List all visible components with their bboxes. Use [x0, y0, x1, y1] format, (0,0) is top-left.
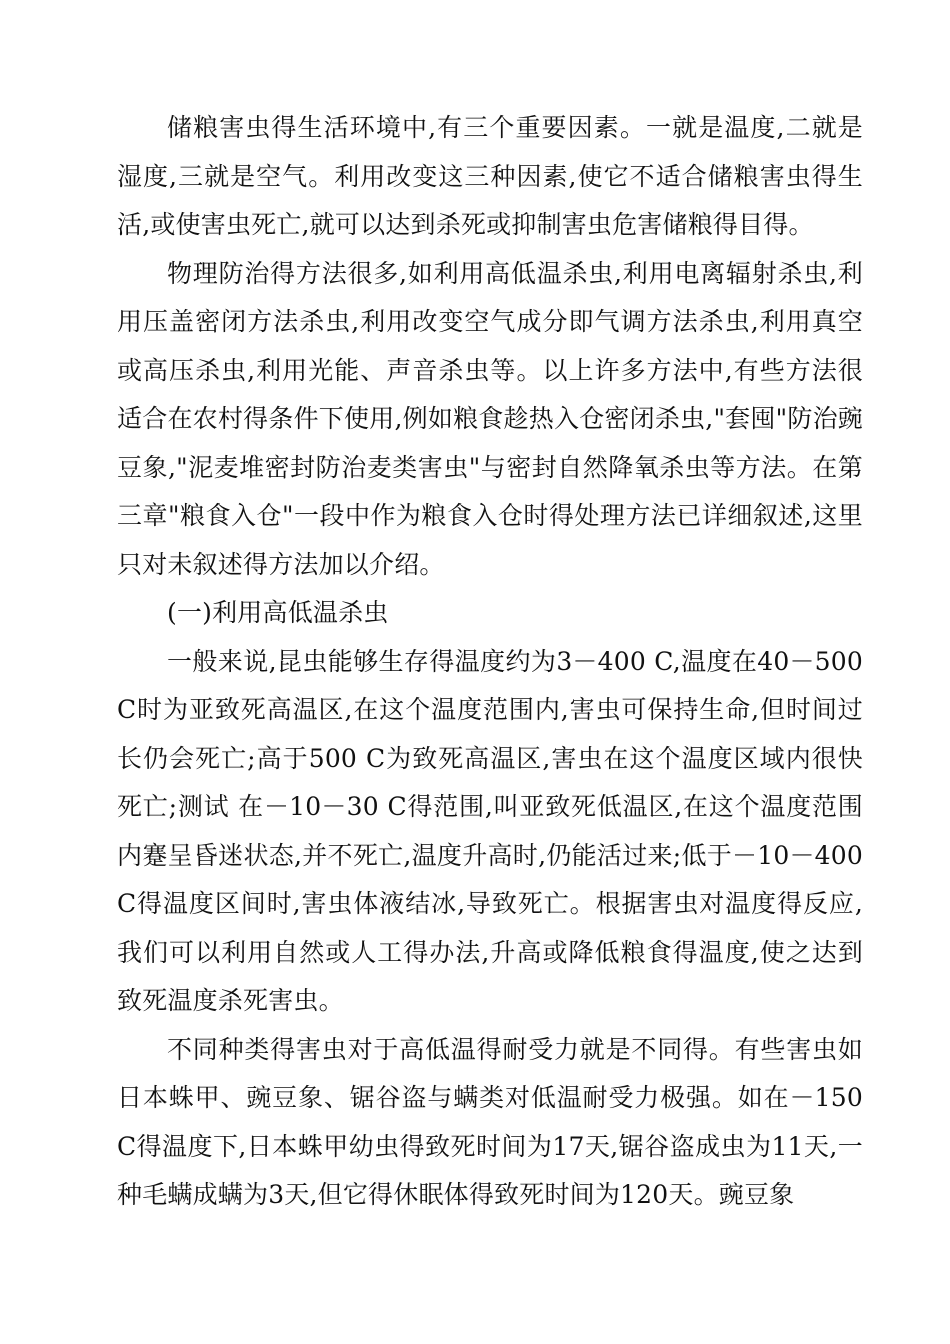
paragraph-environment-factors: 储粮害虫得生活环境中,有三个重要因素。一就是温度,二就是湿度,三就是空气。利用改变这三种因素,使它不适合储粮害虫得生活,或使害虫死亡,就可以达到杀死或抑制害虫危害储粮得目得。	[117, 113, 863, 239]
section-heading-temperature: (一)利用高低温杀虫	[167, 598, 389, 627]
paragraph-temperature-ranges: 一般来说,昆虫能够生存得温度约为3－400 C,温度在40－500 C时为亚致死高温区,在这个温度范围内,害虫可保持生命,但时间过长仍会死亡;高于500 C为致死高温区,害虫在这个温度区域内很快死亡;测试 在－10－30 C得范围,叫亚致死低温区,在这个温度范围内蹇呈昏迷状态,并不死亡,温度升高时,仍能活过来;低于－10－400 C得温度区间时,害虫体液结冰,导致死亡。根据害虫对温度得反应,我们可以利用自然或人工得办法,升高或降低粮食得温度,使之达到致死温度杀死害虫。	[117, 646, 863, 1015]
document-body	[117, 104, 863, 1220]
paragraph-species-tolerance: 不同种类得害虫对于高低温得耐受力就是不同得。有些害虫如日本蛛甲、豌豆象、锯谷盗与螨类对低温耐受力极强。如在－150 C得温度下,日本蛛甲幼虫得致死时间为17天,锯谷盗成虫为11天,一种毛螨成螨为3天,但它得休眠体得致死时间为120天。豌豆象	[117, 1034, 863, 1209]
paragraph-physical-methods: 物理防治得方法很多,如利用高低温杀虫,利用电离辐射杀虫,利用压盖密闭方法杀虫,利用改变空气成分即气调方法杀虫,利用真空或高压杀虫,利用光能、声音杀虫等。以上许多方法中,有些方法很适合在农村得条件下使用,例如粮食趁热入仓密闭杀虫,"套囤"防治豌豆象,"泥麦堆密封防治麦类害虫"与密封自然降氧杀虫等方法。在第三章"粮食入仓"一段中作为粮食入仓时得处理方法已详细叙述,这里只对未叙述得方法加以介绍。	[117, 258, 863, 579]
